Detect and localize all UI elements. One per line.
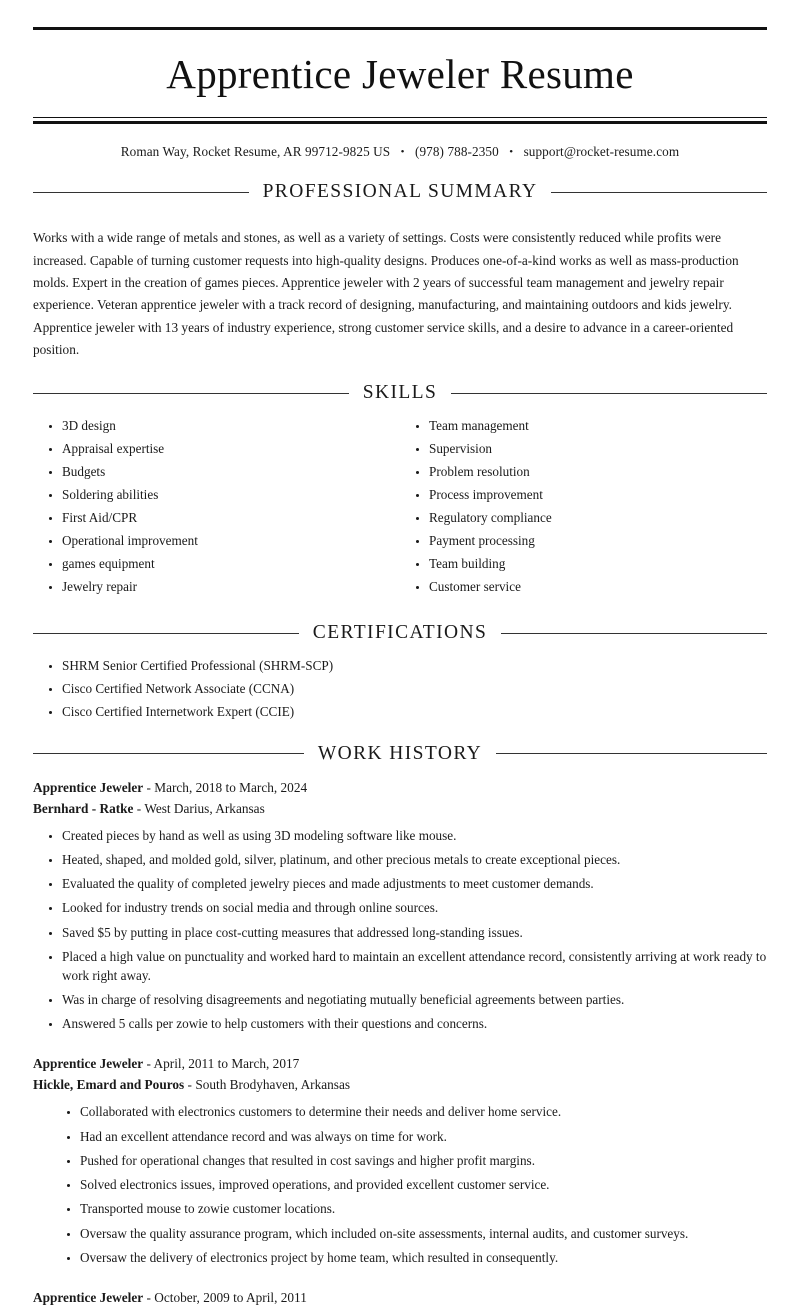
heading-rule-left: [33, 192, 249, 193]
summary-text: Works with a wide range of metals and stones, as well as a variety of settings. Costs were consistently reduced while profits were increased. Capable of turning customer requests into high-quality designs. Produces one-of-a-kind works as well as mass-production molds. Expert in the creation of games pieces. Apprentice jeweler with 2 years of successful team management and jewelry repair experience. Veteran apprentice jeweler with a track record of designing, manufacturing, and maintaining outdoors and kids jewelry. Apprentice jeweler with 13 years of industry experience, strong customer service skills, and a desire to advance in a career-oriented position.: [33, 230, 739, 357]
job-separator: -: [146, 779, 151, 795]
list-item: Payment processing: [409, 532, 767, 550]
work-history-entry: [33, 777, 767, 1034]
job-title-line: [33, 1287, 767, 1308]
list-item: Pushed for operational changes that resulted in cost savings and higher profit margins.: [60, 1152, 767, 1171]
list-item: First Aid/CPR: [42, 509, 400, 527]
job-title: Apprentice Jeweler: [33, 1289, 144, 1305]
contact-address: Roman Way, Rocket Resume, AR 99712-9825 US: [120, 144, 391, 159]
section-title-work-history: WORK HISTORY: [317, 742, 483, 764]
list-item: Had an excellent attendance record and was always on time for work.: [60, 1128, 767, 1147]
list-item: Regulatory compliance: [409, 509, 767, 527]
list-item: Placed a high value on punctuality and worked hard to maintain an excellent attendance record, consistently arriving at work ready to work right away.: [42, 948, 767, 985]
job-title: Apprentice Jeweler: [33, 1056, 144, 1072]
list-item: Was in charge of resolving disagreements and negotiating mutually beneficial agreements between parties.: [42, 991, 767, 1010]
list-item: 3D design: [42, 417, 400, 435]
job-dates: October, 2009 to April, 2011: [154, 1289, 307, 1305]
job-title-line: [33, 1053, 767, 1074]
job-company: Bernhard - Ratke: [33, 800, 134, 816]
job-spacer: [33, 1273, 767, 1287]
list-item: Created pieces by hand as well as using 3D modeling software like mouse.: [42, 827, 767, 846]
job-title: Apprentice Jeweler: [33, 779, 144, 795]
list-item: Customer service: [409, 578, 767, 596]
contact-phone: (978) 788-2350: [414, 144, 499, 159]
skills-column-right: [400, 417, 767, 601]
work-history-entry: [33, 1287, 767, 1308]
heading-rule-left: [33, 393, 349, 394]
list-item: Supervision: [409, 440, 767, 458]
job-separator: -: [187, 1077, 192, 1093]
skills-list-right: [409, 417, 767, 596]
section-heading: [33, 743, 767, 765]
heading-rule-right: [451, 393, 767, 394]
contact-line: [33, 124, 767, 160]
section-heading: [33, 622, 767, 644]
list-item: Team building: [409, 555, 767, 573]
section-heading: [33, 181, 767, 203]
list-item: Transported mouse to zowie customer locations.: [60, 1200, 767, 1219]
list-item: Cisco Certified Network Associate (CCNA): [42, 680, 767, 698]
list-item: Oversaw the delivery of electronics project by home team, which resulted in consequently.: [60, 1249, 767, 1268]
list-item: Collaborated with electronics customers to determine their needs and deliver home service.: [60, 1103, 767, 1122]
job-separator: -: [146, 1289, 151, 1305]
job-location: West Darius, Arkansas: [144, 800, 265, 816]
certifications-list-wrap: [33, 644, 767, 721]
heading-rule-right: [496, 753, 767, 754]
list-item: Jewelry repair: [42, 578, 400, 596]
section-skills: [33, 382, 767, 601]
header-bottom-rule: [33, 117, 767, 124]
job-bullets-wrap: [33, 1103, 767, 1267]
section-title-summary: PROFESSIONAL SUMMARY: [262, 181, 538, 202]
job-dates: April, 2011 to March, 2017: [153, 1056, 300, 1072]
list-item: Process improvement: [409, 486, 767, 504]
list-item: Operational improvement: [42, 532, 400, 550]
section-title-certifications: CERTIFICATIONS: [312, 622, 488, 644]
job-spacer: [33, 1039, 767, 1053]
page-title: Apprentice Jeweler Resume: [166, 51, 634, 97]
section-heading: [33, 382, 767, 404]
heading-rule-left: [33, 753, 304, 754]
list-item: Saved $5 by putting in place cost-cutting measures that addressed long-standing issues.: [42, 924, 767, 943]
list-item: Cisco Certified Internetwork Expert (CCIE): [42, 703, 767, 721]
section-work-history: [33, 743, 767, 1308]
section-title-skills: SKILLS: [362, 382, 438, 404]
resume-header: [33, 27, 767, 160]
job-company-line: [33, 1074, 767, 1095]
work-history-list: [33, 765, 767, 1308]
job-separator: -: [136, 800, 142, 816]
heading-rule-left: [33, 633, 299, 634]
resume-page: [0, 27, 800, 1305]
job-title-line: [33, 777, 767, 798]
skills-list-left: [42, 417, 400, 596]
job-company-line: [33, 798, 767, 819]
job-bullets-list: [60, 1103, 767, 1267]
list-item: Oversaw the quality assurance program, which included on-site assessments, internal audits, and customer surveys.: [60, 1225, 767, 1244]
contact-separator-1: •: [400, 146, 405, 158]
job-separator: -: [146, 1056, 151, 1072]
list-item: Evaluated the quality of completed jewelry pieces and made adjustments to meet customer demands.: [42, 875, 767, 894]
job-bullets-list: [42, 827, 767, 1034]
work-history-entry: [33, 1053, 767, 1267]
job-company: Hickle, Emard and Pouros: [33, 1077, 185, 1093]
job-dates: March, 2018 to March, 2024: [154, 779, 308, 795]
heading-rule-right: [551, 192, 767, 193]
list-item: Looked for industry trends on social media and through online sources.: [42, 899, 767, 918]
list-item: Heated, shaped, and molded gold, silver, platinum, and other precious metals to create exceptional pieces.: [42, 851, 767, 870]
list-item: Team management: [409, 417, 767, 435]
list-item: SHRM Senior Certified Professional (SHRM-SCP): [42, 657, 767, 675]
skills-columns: [33, 404, 767, 601]
certifications-list: [42, 657, 767, 721]
job-location: South Brodyhaven, Arkansas: [195, 1077, 351, 1093]
list-item: Soldering abilities: [42, 486, 400, 504]
section-professional-summary: [33, 181, 767, 361]
section-certifications: [33, 622, 767, 721]
contact-separator-2: •: [509, 146, 514, 158]
heading-rule-right: [501, 633, 767, 634]
skills-column-left: [33, 417, 400, 601]
list-item: Solved electronics issues, improved operations, and provided excellent customer service.: [60, 1176, 767, 1195]
list-item: Budgets: [42, 463, 400, 481]
job-bullets-wrap: [33, 827, 767, 1034]
list-item: Problem resolution: [409, 463, 767, 481]
list-item: Answered 5 calls per zowie to help customers with their questions and concerns.: [42, 1015, 767, 1034]
list-item: games equipment: [42, 555, 400, 573]
list-item: Appraisal expertise: [42, 440, 400, 458]
contact-email: support@rocket-resume.com: [523, 144, 680, 159]
